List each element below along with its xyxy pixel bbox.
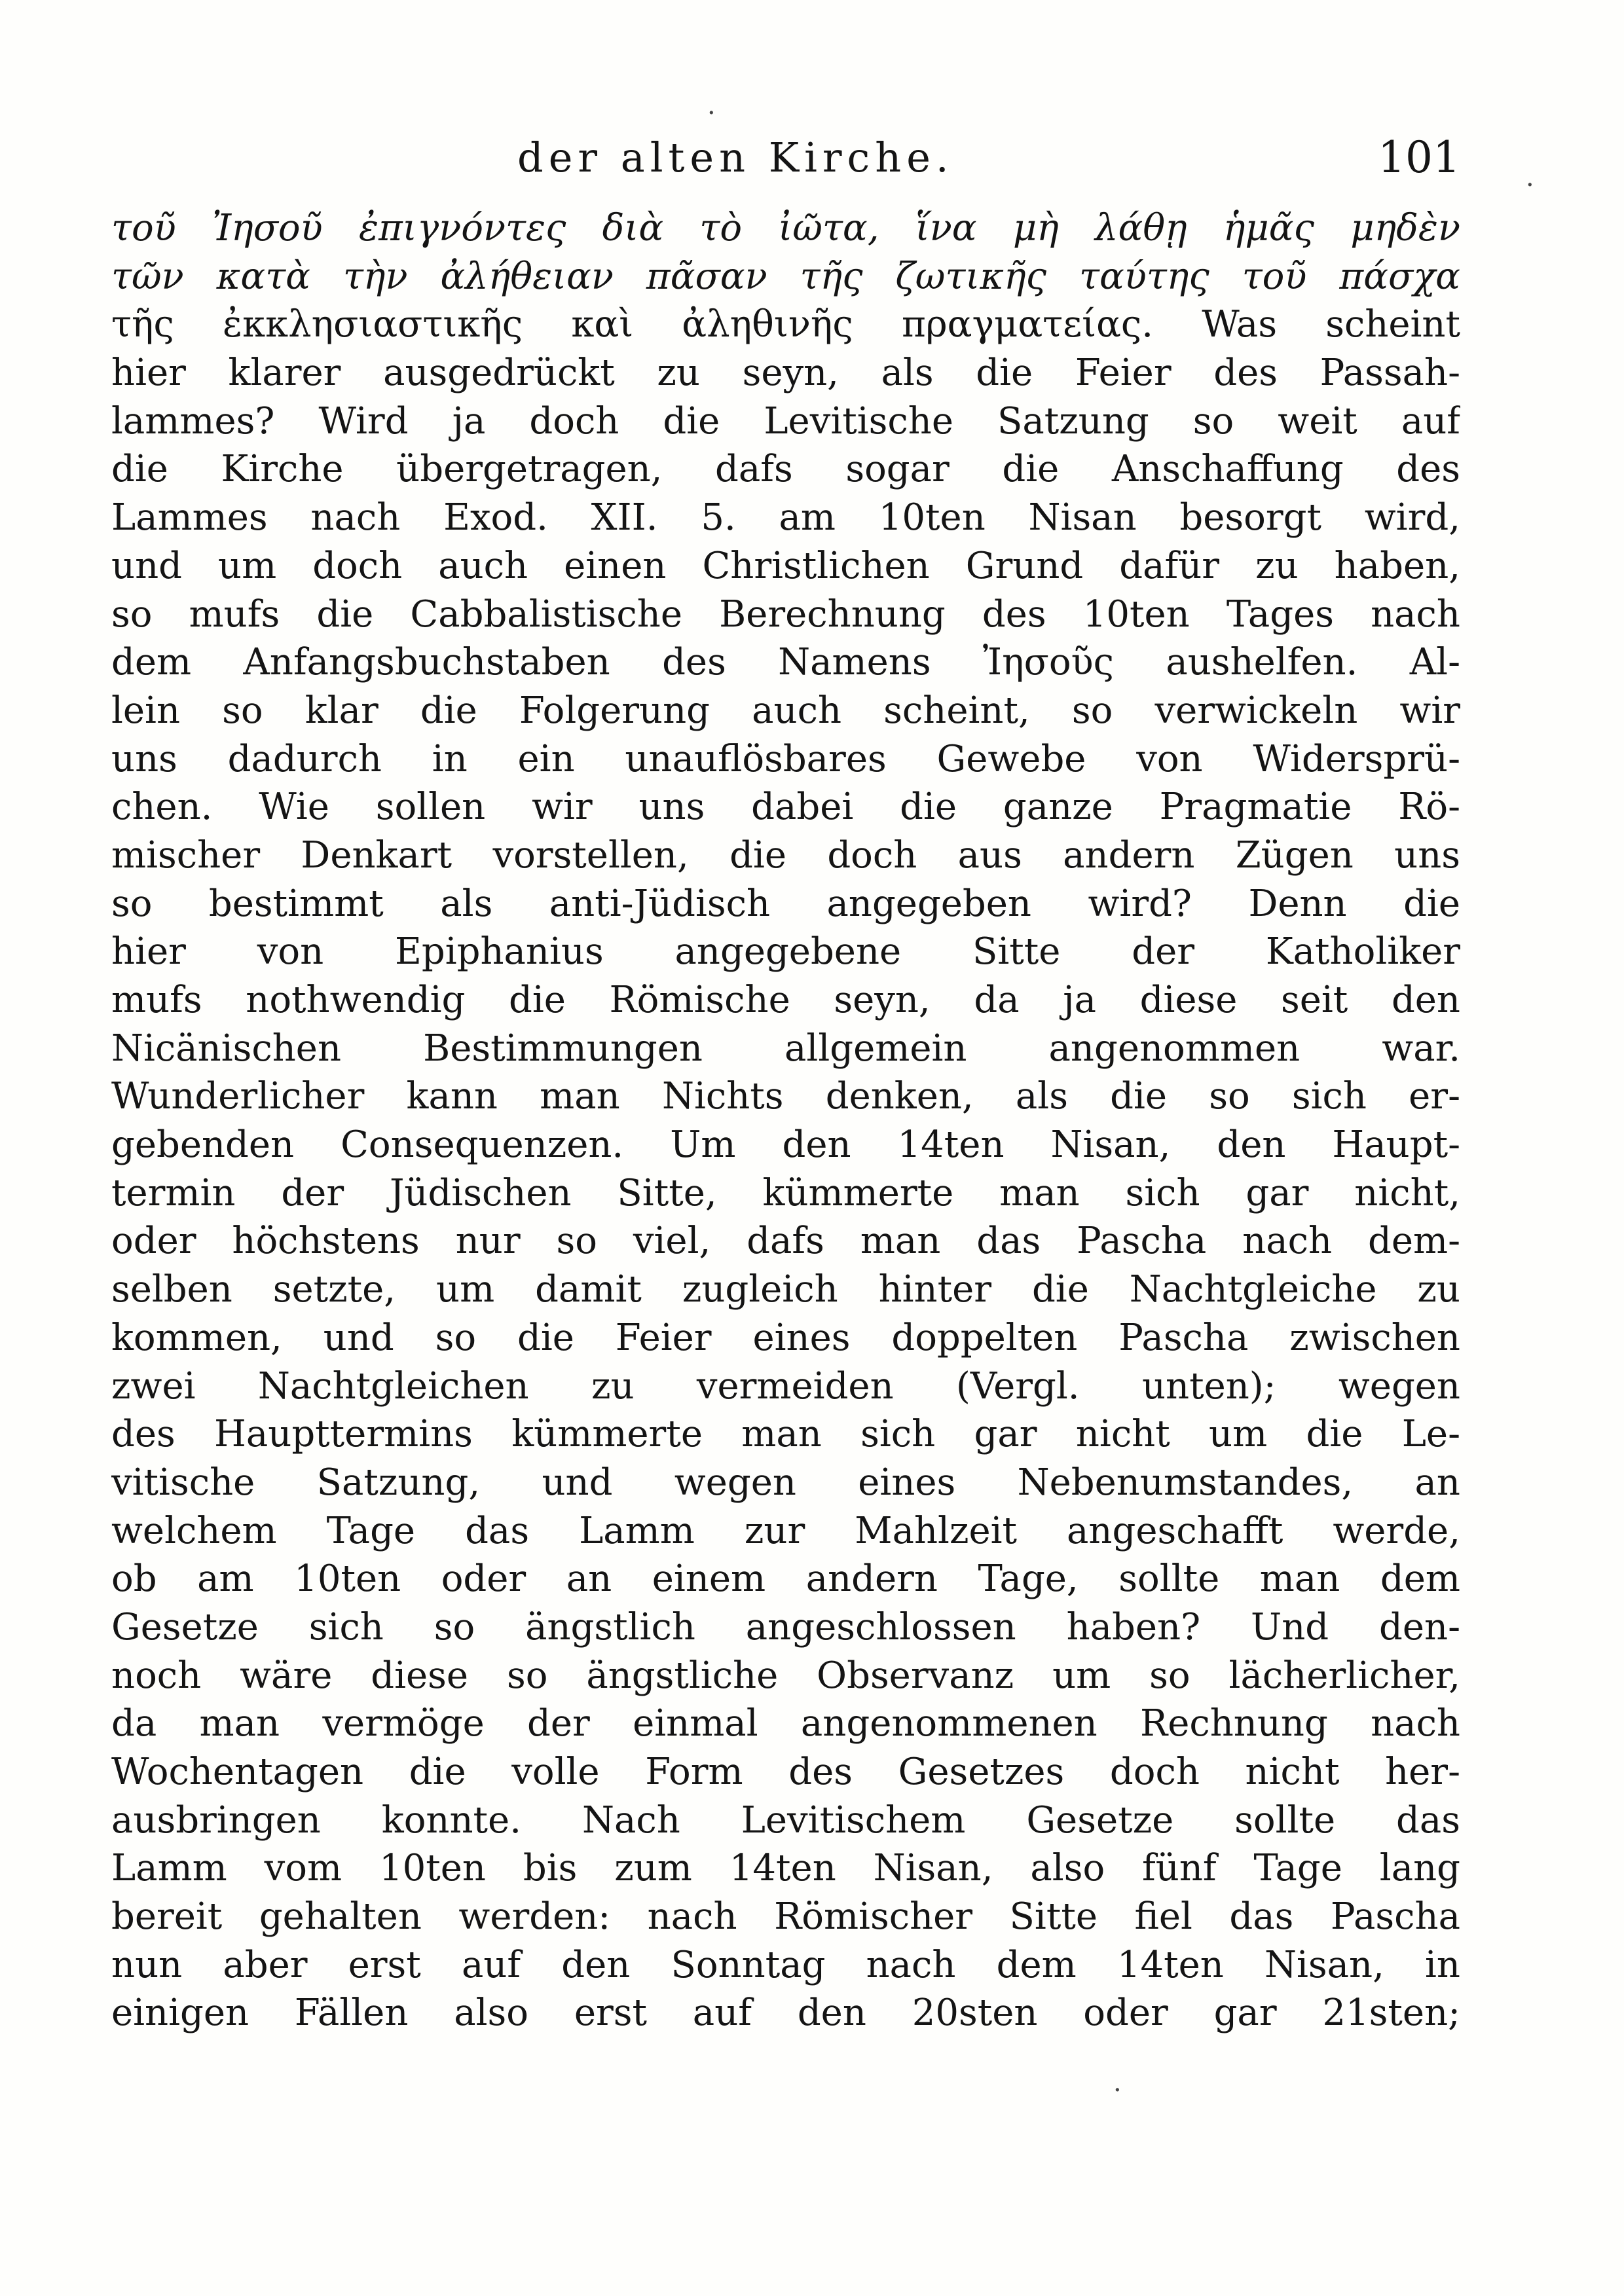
text-line: dem Anfangsbuchstaben des Namens Ἰησοῦς aushelfen. Al- <box>111 641 1460 684</box>
ink-speck: · <box>707 98 716 128</box>
text-line: Wochentagen die volle Form des Gesetzes doch nicht her- <box>111 1751 1460 1793</box>
text-line: so mufs die Cabbalistische Berechnung des 10ten Tages nach <box>111 592 1460 636</box>
text-line: τῆς ἐκκλησιαστικῆς καὶ ἀληθινῆς πραγματείας. Was scheint <box>111 303 1460 346</box>
text-line: hier von Epiphanius angegebene Sitte der Katholiker <box>111 930 1460 974</box>
running-title: der alten Kirche. <box>517 134 954 181</box>
text-line: termin der Jüdischen Sitte, kümmerte man sich gar nicht, <box>111 1171 1460 1214</box>
text-line: so bestimmt als anti-Jüdisch angegeben wird? Denn die <box>111 882 1460 925</box>
text-line: Wunderlicher kann man Nichts denken, als die so sich er- <box>111 1075 1460 1118</box>
text-line: da man vermöge der einmal angenommenen Rechnung nach <box>111 1702 1460 1745</box>
text-line: gebenden Consequenzen. Um den 14ten Nisan, den Haupt- <box>111 1123 1460 1167</box>
text-line: mufs nothwendig die Römische seyn, da ja diese seit den <box>111 979 1460 1021</box>
text-line: Gesetze sich so ängstlich angeschlossen haben? Und den- <box>111 1605 1460 1649</box>
ink-speck: · <box>1113 2075 1122 2105</box>
text-line: kommen, und so die Feier eines doppelten Pascha zwischen <box>111 1316 1460 1359</box>
text-line: chen. Wie sollen wir uns dabei die ganze Pragmatie Rö- <box>111 786 1460 829</box>
text-line: zwei Nachtgleichen zu vermeiden (Vergl. unten); wegen <box>111 1364 1460 1408</box>
text-line: welchem Tage das Lamm zur Mahlzeit angeschafft werde, <box>111 1509 1460 1552</box>
text-line: hier klarer ausgedrückt zu seyn, als die Feier des Passah- <box>111 352 1460 395</box>
page-number: 101 <box>1378 132 1460 183</box>
text-line: einigen Fällen also erst auf den 20sten oder gar 21sten; <box>111 1992 1460 2035</box>
text-line: lammes? Wird ja doch die Levitische Satzung so weit auf <box>111 399 1460 443</box>
text-line: selben setzte, um damit zugleich hinter die Nachtgleiche zu <box>111 1268 1460 1311</box>
text-line: und um doch auch einen Christlichen Grund dafür zu haben, <box>111 544 1460 587</box>
text-line: bereit gehalten werden: nach Römischer Sitte fiel das Pascha <box>111 1895 1460 1939</box>
text-line: noch wäre diese so ängstliche Observanz um so lächerlicher, <box>111 1654 1460 1697</box>
text-line: des Haupttermins kümmerte man sich gar nicht um die Le- <box>111 1413 1460 1456</box>
text-line: vitische Satzung, und wegen eines Nebenumstandes, an <box>111 1461 1460 1504</box>
text-line: oder höchstens nur so viel, dafs man das Pascha nach dem- <box>111 1220 1460 1263</box>
ink-speck: · <box>1526 170 1534 200</box>
text-line: ob am 10ten oder an einem andern Tage, sollte man dem <box>111 1558 1460 1601</box>
text-line: uns dadurch in ein unauflösbares Gewebe von Widersprü- <box>111 737 1460 780</box>
text-line: nun aber erst auf den Sonntag nach dem 14ten Nisan, in <box>111 1943 1460 1986</box>
text-line-greek: τοῦ Ἰησοῦ ἐπιγνόντες διὰ τὸ ἰῶτα, ἵνα μὴ λάθῃ ἡμᾶς μηδὲν <box>111 207 1460 249</box>
text-line: mischer Denkart vorstellen, die doch aus andern Zügen uns <box>111 833 1460 877</box>
running-head <box>111 128 1460 187</box>
text-line: die Kirche übergetragen, dafs sogar die Anschaffung des <box>111 448 1460 491</box>
text-line: lein so klar die Folgerung auch scheint, so verwickeln wir <box>111 689 1460 732</box>
text-line: Lamm vom 10ten bis zum 14ten Nisan, also fünf Tage lang <box>111 1847 1460 1890</box>
body-text <box>111 204 1460 2037</box>
text-line-greek: τῶν κατὰ τὴν ἀλήθειαν πᾶσαν τῆς ζωτικῆς ταύτης τοῦ πάσχα <box>111 255 1460 298</box>
text-line: Nicänischen Bestimmungen allgemein angenommen war. <box>111 1027 1460 1070</box>
text-line: ausbringen konnte. Nach Levitischem Gesetze sollte das <box>111 1798 1460 1842</box>
text-line: Lammes nach Exod. XII. 5. am 10ten Nisan besorgt wird, <box>111 496 1460 539</box>
